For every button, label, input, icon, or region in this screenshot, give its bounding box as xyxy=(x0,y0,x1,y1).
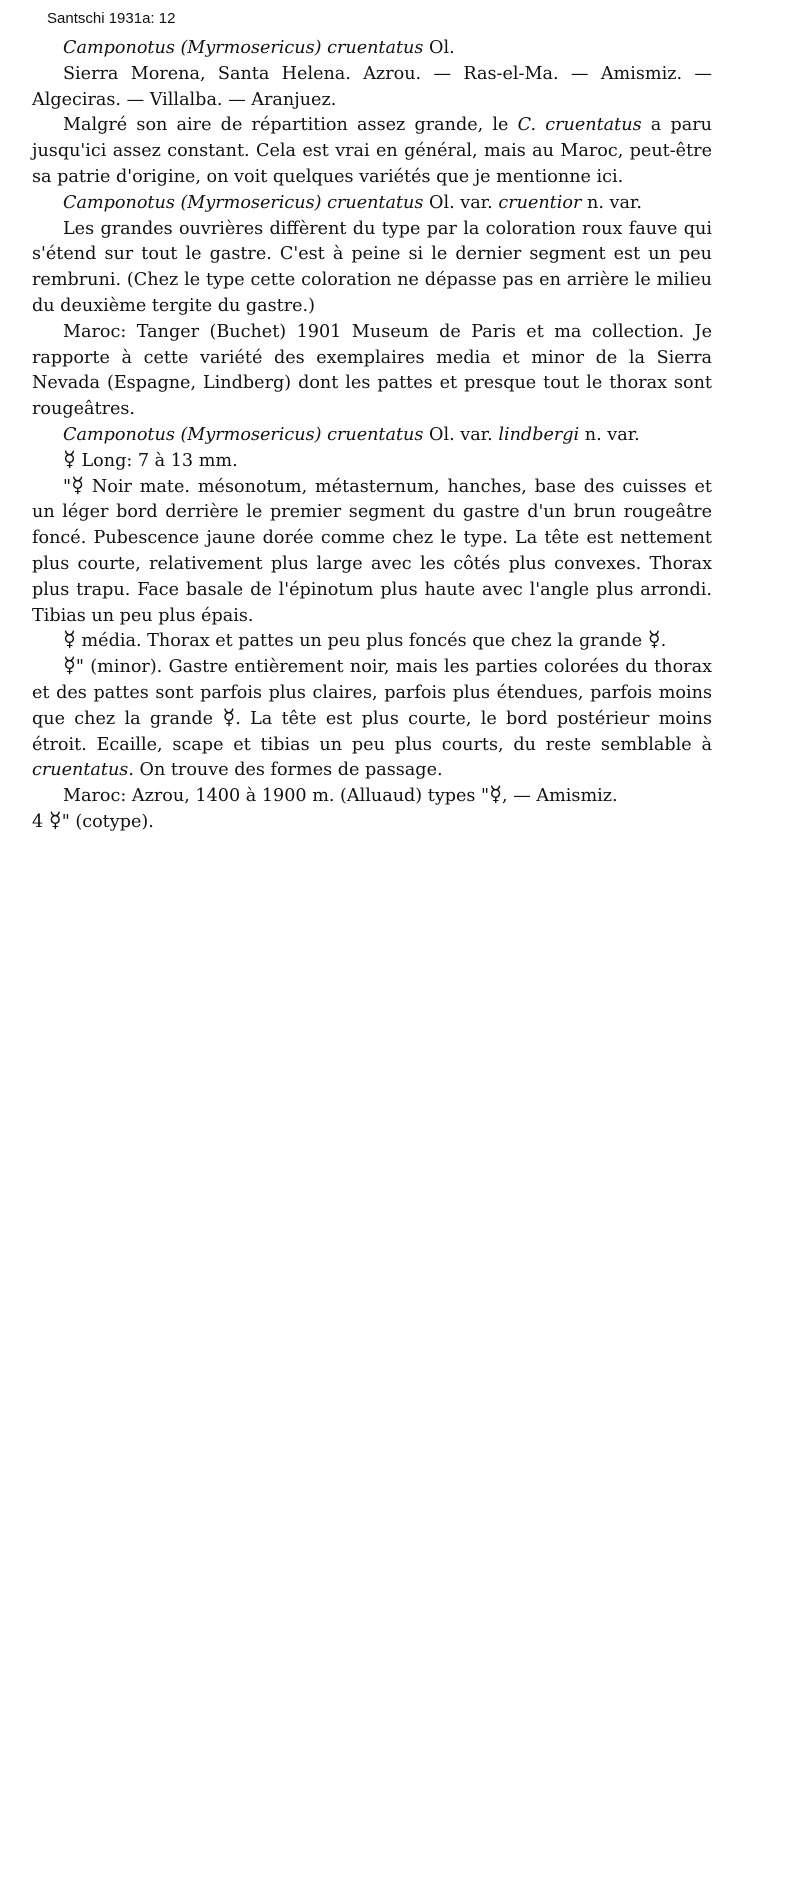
cruentior-maroc-paragraph: Maroc: Tanger (Buchet) 1901 Museum de Paris et ma collection. Je rapporte à cette variété des exemplaires media et minor de la Sierra Nevada (Espagne, Lindberg) dont les pattes et presque tout le thorax sont rougeâtres. xyxy=(32,321,712,420)
worker-symbol-icon: ☿ xyxy=(222,704,236,729)
cotype-text: " (cotype). xyxy=(61,811,154,832)
lindbergi-major-description xyxy=(32,472,712,630)
variety-name: lindbergi xyxy=(498,424,580,445)
worker-symbol-icon: ☿ xyxy=(63,627,76,652)
subgenus-name: (Myrmosericus) xyxy=(180,192,322,213)
section-title-lindbergi xyxy=(32,423,712,449)
lindbergi-minor-description xyxy=(32,655,712,784)
localities-paragraph: Sierra Morena, Santa Helena. Azrou. — Ras-el-Ma. — Amismiz. — Algeciras. — Villalba. — Aranjuez. xyxy=(32,63,712,110)
section-title-cruentatus xyxy=(32,36,712,62)
cotype-count: 4 xyxy=(32,811,49,832)
lindbergi-media-description xyxy=(32,629,712,655)
maroc-text-b: , — Amismiz. xyxy=(502,786,618,807)
worker-symbol-icon: ☿ xyxy=(48,807,62,832)
genus-name: Camponotus xyxy=(63,192,175,213)
species-name: cruentatus xyxy=(327,38,424,58)
lindbergi-maroc-paragraph xyxy=(32,784,712,810)
subgenus-name: (Myrmosericus) xyxy=(180,38,322,58)
intro-text-a: Malgré son aire de répartition assez grande, le xyxy=(63,115,518,136)
document-body xyxy=(32,36,712,836)
status-label: n. var. xyxy=(586,192,642,213)
minor-text-d: On trouve des formes de passage. xyxy=(133,760,443,781)
status-label: n. var. xyxy=(584,424,640,445)
author-name: Ol. var. xyxy=(429,192,493,213)
length-text: Long: 7 à 13 mm. xyxy=(81,450,238,471)
minor-species-italic: cruentatus. xyxy=(32,760,134,781)
cruentior-description: Les grandes ouvrières diffèrent du type par la coloration roux fauve qui s'étend sur tout le gastre. C'est à peine si le dernier segment est un peu rembruni. (Chez le type cette coloration ne dépasse pas en arrière le milieu du deuxième tergite du gastre.) xyxy=(32,218,712,316)
section-title-cruentior xyxy=(32,191,712,217)
genus-name: Camponotus xyxy=(63,424,175,445)
media-end: . xyxy=(660,631,667,652)
major-description-text: Noir mate. mésonotum, métasternum, hanches, base des cuisses et un léger bord derrière le premier segment du gastre d'un brun rougeâtre foncé. Pubescence jaune dorée comme chez le type. La tête est nettement plus courte, relativement plus large avec les côtés plus convexes. Thorax plus trapu. Face basale de l'épinotum plus haute avec l'angle plus arrondi. Tibias un peu plus épais. xyxy=(32,476,712,626)
lindbergi-length xyxy=(32,446,712,475)
open-quote: " xyxy=(63,476,72,497)
variety-name: cruentior xyxy=(498,192,582,213)
minor-text-a: " (minor). Gastre entièrement noir, mais les parties colorées du thorax et des pattes sont parfois plus claires, parfois plus étendues, parfois moins que chez la grande xyxy=(32,657,712,729)
worker-symbol-icon: ☿ xyxy=(647,627,661,652)
species-name: cruentatus xyxy=(327,424,424,445)
subgenus-name: (Myrmosericus) xyxy=(180,424,322,445)
author-name: Ol. xyxy=(429,38,455,58)
media-description-text: média. Thorax et pattes un peu plus foncés que chez la grande xyxy=(75,631,648,652)
maroc-text-a: Maroc: Azrou, 1400 à 1900 m. (Alluaud) types " xyxy=(63,786,490,807)
worker-symbol-icon: ☿ xyxy=(63,653,76,678)
intro-text-c: a paru jusqu'ici assez constant. Cela est vrai en général, mais au Maroc, peut-être sa patrie d'origine, on voit quelques variétés que je mentionne ici. xyxy=(32,115,712,187)
worker-symbol-icon: ☿ xyxy=(489,782,503,807)
page-header-citation: Santschi 1931a: 12 xyxy=(47,10,176,27)
author-name: Ol. var. xyxy=(429,424,493,445)
minor-text-b: . La tête est plus courte, le bord postérieur moins étroit. Ecaille, scape et tibias un peu plus courts, du reste semblable à xyxy=(32,708,712,755)
species-name: cruentatus xyxy=(327,192,424,213)
worker-symbol-icon: ☿ xyxy=(71,472,84,497)
genus-name: Camponotus xyxy=(63,38,175,58)
intro-paragraph xyxy=(32,113,712,190)
worker-symbol-icon: ☿ xyxy=(63,446,76,471)
cotype-line xyxy=(32,807,712,836)
intro-species-italic: C. cruentatus xyxy=(517,115,642,136)
